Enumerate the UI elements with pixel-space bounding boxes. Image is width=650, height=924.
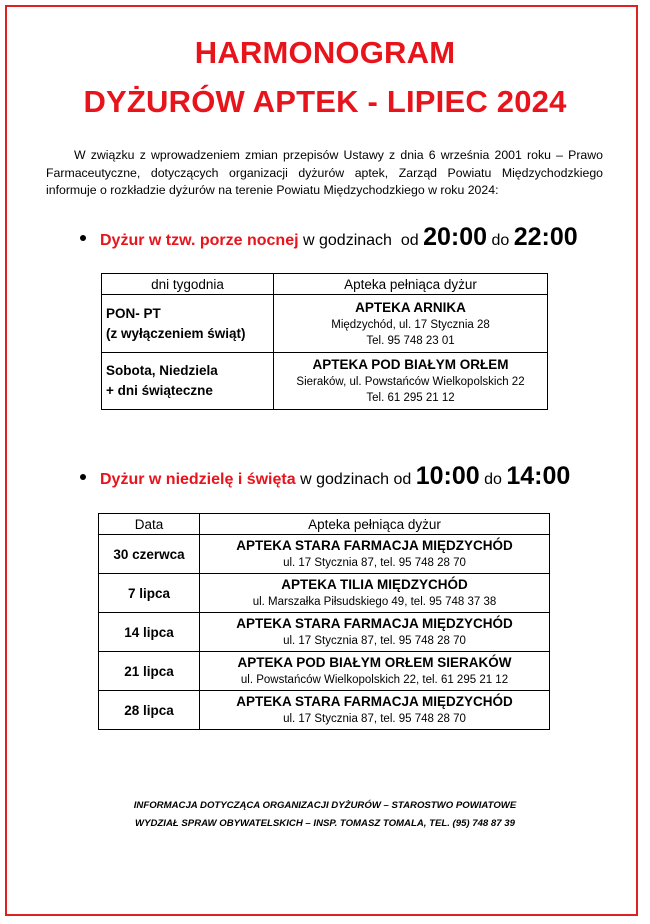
pharmacy-cell — [200, 652, 550, 691]
table-row — [99, 613, 550, 652]
pharmacy-address: Sieraków, ul. Powstańców Wielkopolskich 22 — [296, 376, 525, 388]
pharmacy-cell — [200, 535, 550, 574]
holiday-hours-to-word: do — [479, 471, 507, 488]
intro-text: W związku z wprowadzeniem zmian przepisów Ustawy z dnia 6 września 2001 roku – Prawo Farmaceutyczne, dotyczących organizacji dyżurów aptek, Zarząd Powiatu Międzychodzkiego informuje o rozkładzie dyżurów na terenie Powiatu Międzychodzkiego w roku 2024: — [46, 148, 603, 197]
pharmacy-address: ul. 17 Stycznia 87, tel. 95 748 28 70 — [283, 635, 466, 647]
column-header-date: Data — [99, 514, 200, 535]
table-row — [102, 353, 548, 410]
holiday-duty-label: Dyżur w niedzielę i święta — [100, 471, 296, 488]
column-header-pharmacy: Apteka pełniąca dyżur — [200, 514, 550, 535]
date-cell: 30 czerwca — [99, 535, 200, 574]
pharmacy-name: APTEKA STARA FARMACJA MIĘDZYCHÓD — [236, 616, 513, 631]
table-header-row — [99, 514, 550, 535]
date-cell: 21 lipca — [99, 652, 200, 691]
pharmacy-phone: Tel. 95 748 23 01 — [366, 334, 455, 347]
pharmacy-address: ul. Marszałka Piłsudskiego 49, tel. 95 748 37 38 — [252, 596, 497, 608]
holiday-hours-prefix: w godzinach od — [295, 471, 416, 488]
date-cell: 14 lipca — [99, 613, 200, 652]
pharmacy-address: ul. 17 Stycznia 87, tel. 95 748 28 70 — [283, 713, 466, 725]
pharmacy-cell — [200, 691, 550, 730]
pharmacy-cell — [200, 613, 550, 652]
pharmacy-name: APTEKA ARNIKA — [355, 299, 466, 315]
pharmacy-cell — [274, 353, 548, 410]
pharmacy-address: ul. 17 Stycznia 87, tel. 95 748 28 70 — [283, 557, 466, 569]
table-header-row — [102, 274, 548, 295]
pharmacy-name: APTEKA STARA FARMACJA MIĘDZYCHÓD — [236, 538, 513, 553]
holiday-hours-from: 10:00 — [415, 462, 480, 490]
night-duty-heading — [80, 223, 578, 252]
pharmacy-name: APTEKA POD BIAŁYM ORŁEM — [312, 357, 509, 372]
page-subtitle: DYŻURÓW APTEK - LIPIEC 2024 — [83, 84, 567, 119]
night-hours-to-word: do — [487, 232, 514, 249]
table-row — [99, 535, 550, 574]
night-hours-from: 20:00 — [423, 223, 488, 251]
pharmacy-name: APTEKA TILIA MIĘDZYCHÓD — [281, 577, 468, 592]
table-row — [99, 691, 550, 730]
night-hours-prefix: w godzinach od — [298, 232, 424, 249]
holiday-duty-heading — [80, 462, 570, 491]
table-row — [99, 652, 550, 691]
bullet-icon — [80, 235, 86, 241]
days-line: PON- PT — [106, 305, 161, 321]
page-title: HARMONOGRAM — [194, 35, 456, 70]
column-header-days: dni tygodnia — [102, 274, 274, 295]
holiday-hours-to: 14:00 — [506, 462, 571, 490]
footer-line: WYDZIAŁ SPRAW OBYWATELSKICH – INSP. TOMASZ TOMALA, TEL. (95) 748 87 39 — [135, 818, 515, 829]
night-duty-label: Dyżur w tzw. porze nocnej — [100, 232, 299, 249]
days-line: (z wyłączeniem świąt) — [106, 325, 246, 341]
column-header-pharmacy: Apteka pełniąca dyżur — [274, 274, 548, 295]
date-cell: 7 lipca — [99, 574, 200, 613]
night-duty-table — [101, 273, 548, 410]
holiday-duty-table — [98, 513, 550, 730]
days-cell — [102, 295, 274, 353]
pharmacy-cell — [200, 574, 550, 613]
pharmacy-phone: Tel. 61 295 21 12 — [366, 392, 455, 404]
days-cell — [102, 353, 274, 410]
night-hours-to: 22:00 — [513, 223, 578, 251]
table-row — [102, 295, 548, 353]
date-cell: 28 lipca — [99, 691, 200, 730]
page-border — [5, 5, 638, 916]
footer-line: INFORMACJA DOTYCZĄCA ORGANIZACJI DYŻURÓW – STAROSTWO POWIATOWE — [133, 800, 517, 811]
pharmacy-name: APTEKA STARA FARMACJA MIĘDZYCHÓD — [236, 694, 513, 709]
intro-paragraph — [46, 147, 603, 200]
bullet-icon — [80, 474, 86, 480]
pharmacy-address: Międzychód, ul. 17 Stycznia 28 — [331, 318, 490, 331]
pharmacy-name: APTEKA POD BIAŁYM ORŁEM SIERAKÓW — [237, 655, 512, 670]
pharmacy-cell — [274, 295, 548, 353]
days-line: Sobota, Niedziela — [106, 363, 218, 378]
pharmacy-address: ul. Powstańców Wielkopolskich 22, tel. 61 295 21 12 — [240, 674, 509, 686]
table-row — [99, 574, 550, 613]
days-line: + dni świąteczne — [106, 383, 213, 398]
